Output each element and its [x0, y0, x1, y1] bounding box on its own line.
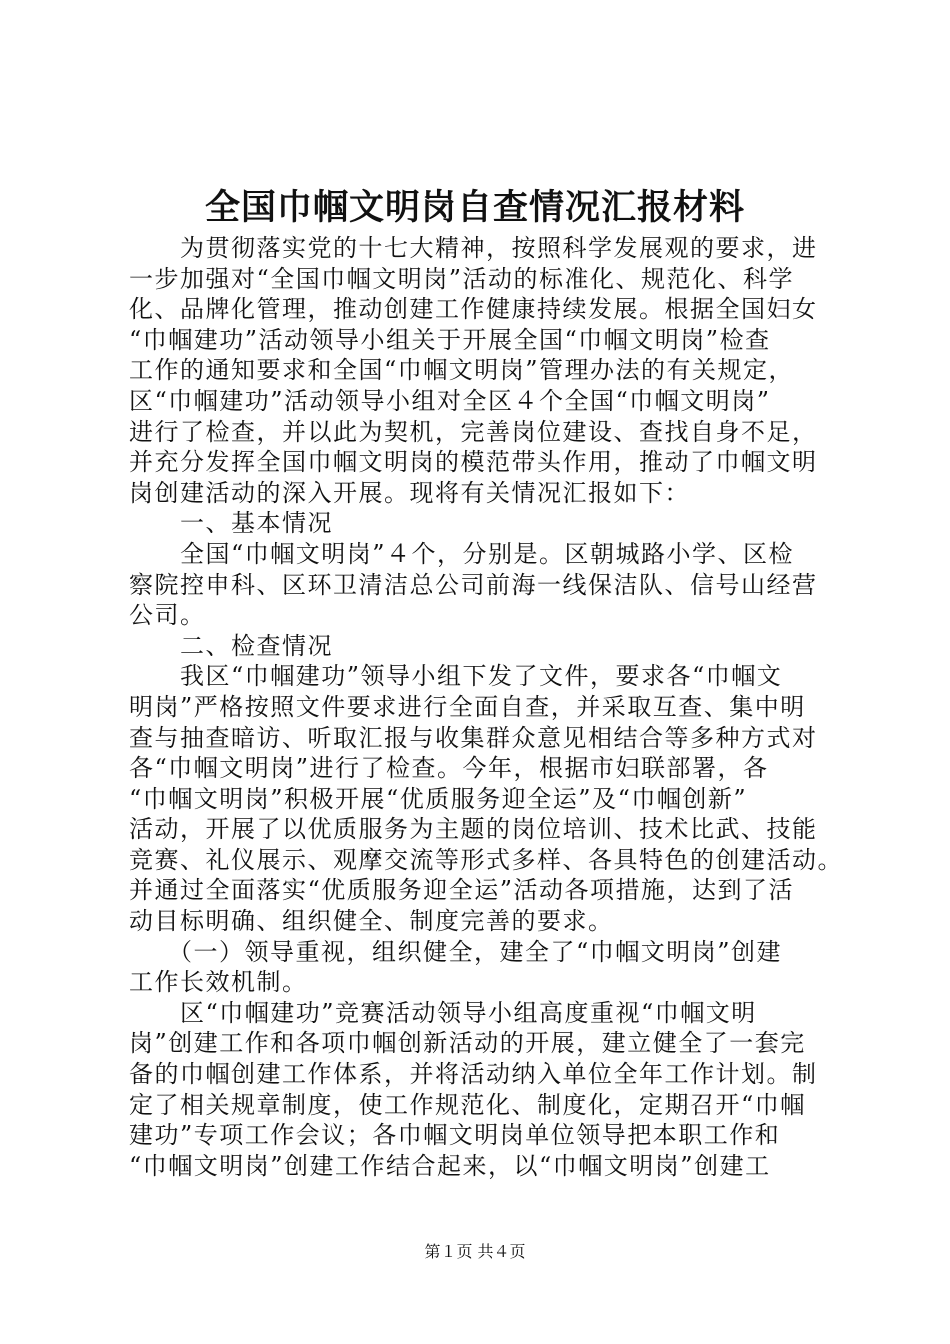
body-text-line: “巾帼文明岗”创建工作结合起来，以“巾帼文明岗”创建工 — [129, 1151, 771, 1180]
body-text-line: 并充分发挥全国巾帼文明岗的模范带头作用，推动了巾帼文明 — [129, 448, 818, 477]
body-text-line: 岗创建活动的深入开展。现将有关情况汇报如下： — [129, 478, 690, 507]
body-text-line: 化、品牌化管理，推动创建工作健康持续发展。根据全国妇女 — [129, 295, 818, 324]
body-text-line: 为贯彻落实党的十七大精神，按照科学发展观的要求，进 — [129, 234, 818, 262]
body-text-line: 定了相关规章制度，使工作规范化、制度化，定期召开“巾帼 — [129, 1090, 806, 1119]
body-text-line: 建功”专项工作会议；各巾帼文明岗单位领导把本职工作和 — [129, 1121, 781, 1150]
body-text-line: 查与抽查暗访、听取汇报与收集群众意见相结合等多种方式对 — [129, 723, 818, 752]
body-text-line: 工作的通知要求和全国“巾帼文明岗”管理办法的有关规定， — [129, 356, 795, 385]
body-text-line: 各“巾帼文明岗”进行了检查。今年，根据市妇联部署，各 — [129, 754, 769, 783]
body-text-line: 备的巾帼创建工作体系，并将活动纳入单位全年工作计划。制 — [129, 1060, 818, 1089]
body-text-line: 岗”创建工作和各项巾帼创新活动的开展，建立健全了一套完 — [129, 1029, 806, 1058]
body-text-line: 一、基本情况 — [129, 509, 333, 538]
body-text-line: 明岗”严格按照文件要求进行全面自查，并采取互查、集中明 — [129, 692, 806, 721]
body-text-line: “巾帼文明岗”积极开展“优质服务迎全运”及“巾帼创新” — [129, 784, 748, 813]
body-text-line: 我区“巾帼建功”领导小组下发了文件，要求各“巾帼文 — [129, 662, 783, 691]
body-text-line: “巾帼建功”活动领导小组关于开展全国“巾帼文明岗”检查 — [129, 325, 771, 354]
body-text-line: 一步加强对“全国巾帼文明岗”活动的标准化、规范化、科学 — [129, 264, 795, 293]
body-text-line: 公司。 — [129, 601, 206, 630]
body-text-line: 进行了检查，并以此为契机，完善岗位建设、查找自身不足， — [129, 417, 818, 446]
body-text-line: 区“巾帼建功”竞赛活动领导小组高度重视“巾帼文明 — [129, 998, 757, 1027]
body-text-line: 工作长效机制。 — [129, 968, 308, 997]
body-text-line: 竞赛、礼仪展示、观摩交流等形式多样、各具特色的创建活动。 — [129, 845, 843, 874]
body-text-line: 并通过全面落实“优质服务迎全运”活动各项措施，达到了活 — [129, 876, 795, 905]
document-body — [129, 233, 849, 1181]
body-text-line: 二、检查情况 — [129, 631, 333, 660]
body-text-line: （一）领导重视，组织健全，建全了“巾帼文明岗”创建 — [129, 937, 783, 966]
body-text-line: 活动，开展了以优质服务为主题的岗位培训、技术比武、技能 — [129, 815, 818, 844]
page-footer: 第１页 共４页 — [424, 1242, 526, 1261]
body-text-line: 动目标明确、组织健全、制度完善的要求。 — [129, 907, 614, 936]
body-text-line: 区“巾帼建功”活动领导小组对全区４个全国“巾帼文明岗” — [129, 386, 771, 415]
document-title: 全国巾帼文明岗自查情况汇报材料 — [204, 187, 745, 228]
body-text-line: 察院控申科、区环卫清洁总公司前海一线保洁队、信号山经营 — [129, 570, 818, 599]
body-text-line: 全国“巾帼文明岗”４个，分别是。区朝城路小学、区检 — [129, 539, 795, 568]
